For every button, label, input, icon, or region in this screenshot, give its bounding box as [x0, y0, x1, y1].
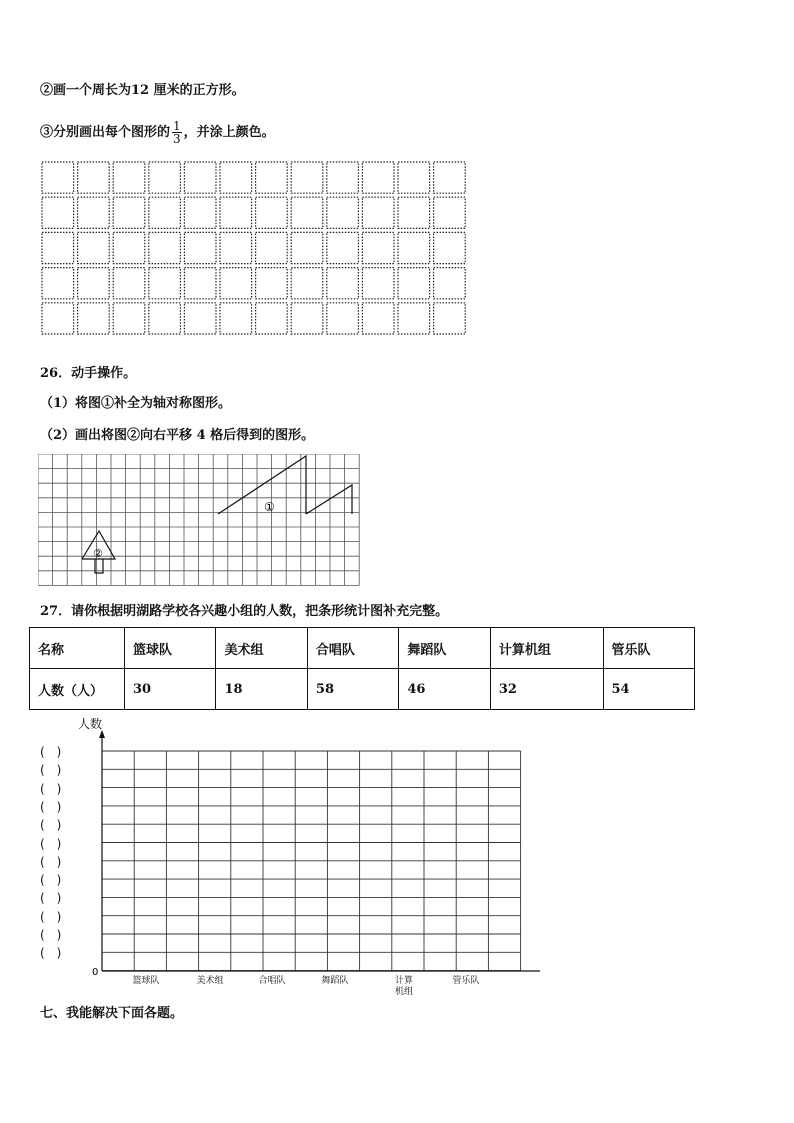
dotted-cell — [327, 268, 359, 299]
table-cell: 篮球队 — [125, 628, 216, 669]
dotted-cell — [42, 162, 74, 193]
dotted-cell — [434, 268, 466, 299]
dotted-cell — [78, 268, 110, 299]
dotted-cell — [113, 162, 145, 193]
x-category-label: 计算 机组 — [394, 976, 413, 997]
y-blank-label: ( ) — [40, 763, 62, 778]
table-header-row — [30, 628, 695, 669]
figure-1-half — [218, 456, 306, 514]
dotted-cell — [42, 197, 74, 228]
q26-part1: （1）将图①补全为轴对称图形。 — [40, 396, 232, 411]
dotted-cell — [78, 232, 110, 263]
dotted-cell — [184, 232, 216, 263]
dotted-cell — [362, 232, 394, 263]
table-cell: 18 — [216, 669, 307, 710]
y-blank-label: ( ) — [40, 799, 62, 814]
dotted-cell — [256, 268, 288, 299]
table-cell: 58 — [307, 669, 398, 710]
dotted-cell — [291, 303, 323, 334]
dotted-cell — [184, 268, 216, 299]
dotted-cell — [113, 303, 145, 334]
y-axis-arrow-icon — [99, 730, 105, 738]
dotted-cell — [291, 197, 323, 228]
origin-label: 0 — [92, 967, 99, 978]
dotted-cell — [398, 268, 430, 299]
y-blank-label: ( ) — [40, 873, 62, 888]
dotted-cell — [42, 232, 74, 263]
x-category-label: 美术组 — [196, 976, 224, 986]
y-blank-label: ( ) — [40, 818, 62, 833]
dotted-cell — [149, 232, 181, 263]
dotted-cell — [256, 303, 288, 334]
figure-1-label: ① — [264, 500, 275, 514]
dotted-cell — [113, 232, 145, 263]
table-row — [30, 669, 695, 710]
q25-item2: ②画一个周长为12 厘米的正方形。 — [40, 83, 245, 98]
dotted-cell — [78, 303, 110, 334]
y-blank-label: ( ) — [40, 909, 62, 924]
dotted-cell — [220, 232, 252, 263]
table-cell: 管乐队 — [603, 628, 695, 669]
dotted-square-grid — [40, 160, 476, 344]
table-cell: 名称 — [30, 628, 125, 669]
q25-item3-prefix: ③分别画出每个图形的 — [40, 125, 171, 140]
y-blank-label: ( ) — [40, 891, 62, 906]
table-cell: 合唱队 — [307, 628, 398, 669]
figure-1-triangle — [306, 485, 352, 514]
dotted-cell — [434, 232, 466, 263]
dotted-cell — [184, 303, 216, 334]
dotted-cell — [362, 303, 394, 334]
interest-group-table — [29, 627, 695, 710]
dotted-cell — [291, 268, 323, 299]
table-cell: 计算机组 — [490, 628, 603, 669]
table-cell: 32 — [490, 669, 603, 710]
y-blank-label: ( ) — [40, 854, 62, 869]
dotted-cell — [220, 268, 252, 299]
y-blank-label: ( ) — [40, 836, 62, 851]
dotted-cell — [42, 303, 74, 334]
y-blank-label: ( ) — [40, 928, 62, 942]
dotted-cell — [78, 162, 110, 193]
dotted-cell — [78, 197, 110, 228]
blank-bar-chart-grid — [88, 730, 548, 980]
dotted-cell — [434, 197, 466, 228]
y-blank-label: ( ) — [40, 781, 62, 796]
q26-part2: （2）画出将图②向右平移 4 格后得到的图形。 — [40, 428, 315, 443]
dotted-cell — [327, 232, 359, 263]
dotted-cell — [398, 162, 430, 193]
transformation-grid — [38, 454, 370, 592]
table-cell: 30 — [125, 669, 216, 710]
dotted-cell — [113, 197, 145, 228]
dotted-cell — [398, 303, 430, 334]
q25-item3-suffix: ，并涂上颜色。 — [183, 125, 275, 140]
dotted-cell — [362, 162, 394, 193]
dotted-cell — [327, 197, 359, 228]
dotted-cell — [327, 162, 359, 193]
dotted-cell — [42, 268, 74, 299]
x-category-label: 合唱队 — [258, 976, 286, 986]
q26-title: 26．动手操作。 — [40, 366, 137, 381]
dotted-cell — [184, 197, 216, 228]
dotted-cell — [256, 232, 288, 263]
dotted-cell — [149, 162, 181, 193]
dotted-cell — [327, 303, 359, 334]
table-cell: 46 — [399, 669, 490, 710]
dotted-cell — [256, 197, 288, 228]
dotted-cell — [220, 303, 252, 334]
dotted-cell — [184, 162, 216, 193]
table-cell: 美术组 — [216, 628, 307, 669]
x-category-label: 管乐队 — [452, 976, 480, 986]
y-axis-label: 人数 — [78, 717, 103, 731]
q27-title: 27．请你根据明湖路学校各兴趣小组的人数，把条形统计图补充完整。 — [40, 604, 449, 619]
y-blank-label: ( ) — [40, 946, 62, 961]
dotted-cell — [149, 303, 181, 334]
dotted-cell — [220, 162, 252, 193]
q25-item3 — [40, 120, 275, 145]
dotted-cell — [434, 303, 466, 334]
dotted-cell — [149, 268, 181, 299]
x-category-label: 篮球队 — [132, 976, 160, 986]
section-7-title: 七、我能解决下面各题。 — [40, 1006, 184, 1021]
table-cell: 舞蹈队 — [399, 628, 490, 669]
table-cell: 54 — [603, 669, 695, 710]
dotted-cell — [256, 162, 288, 193]
dotted-cell — [362, 197, 394, 228]
dotted-cell — [398, 232, 430, 263]
dotted-cell — [149, 197, 181, 228]
dotted-cell — [434, 162, 466, 193]
dotted-cell — [398, 197, 430, 228]
dotted-cell — [113, 268, 145, 299]
dotted-cell — [362, 268, 394, 299]
dotted-cell — [291, 162, 323, 193]
fraction-one-third: $\frac{1}{3}$ — [173, 119, 181, 146]
figure-2-label: ② — [93, 547, 103, 560]
dotted-cell — [220, 197, 252, 228]
dotted-cell — [291, 232, 323, 263]
table-cell: 人数（人） — [30, 669, 125, 710]
x-category-label: 舞蹈队 — [321, 976, 349, 986]
y-blank-label: ( ) — [40, 745, 62, 759]
